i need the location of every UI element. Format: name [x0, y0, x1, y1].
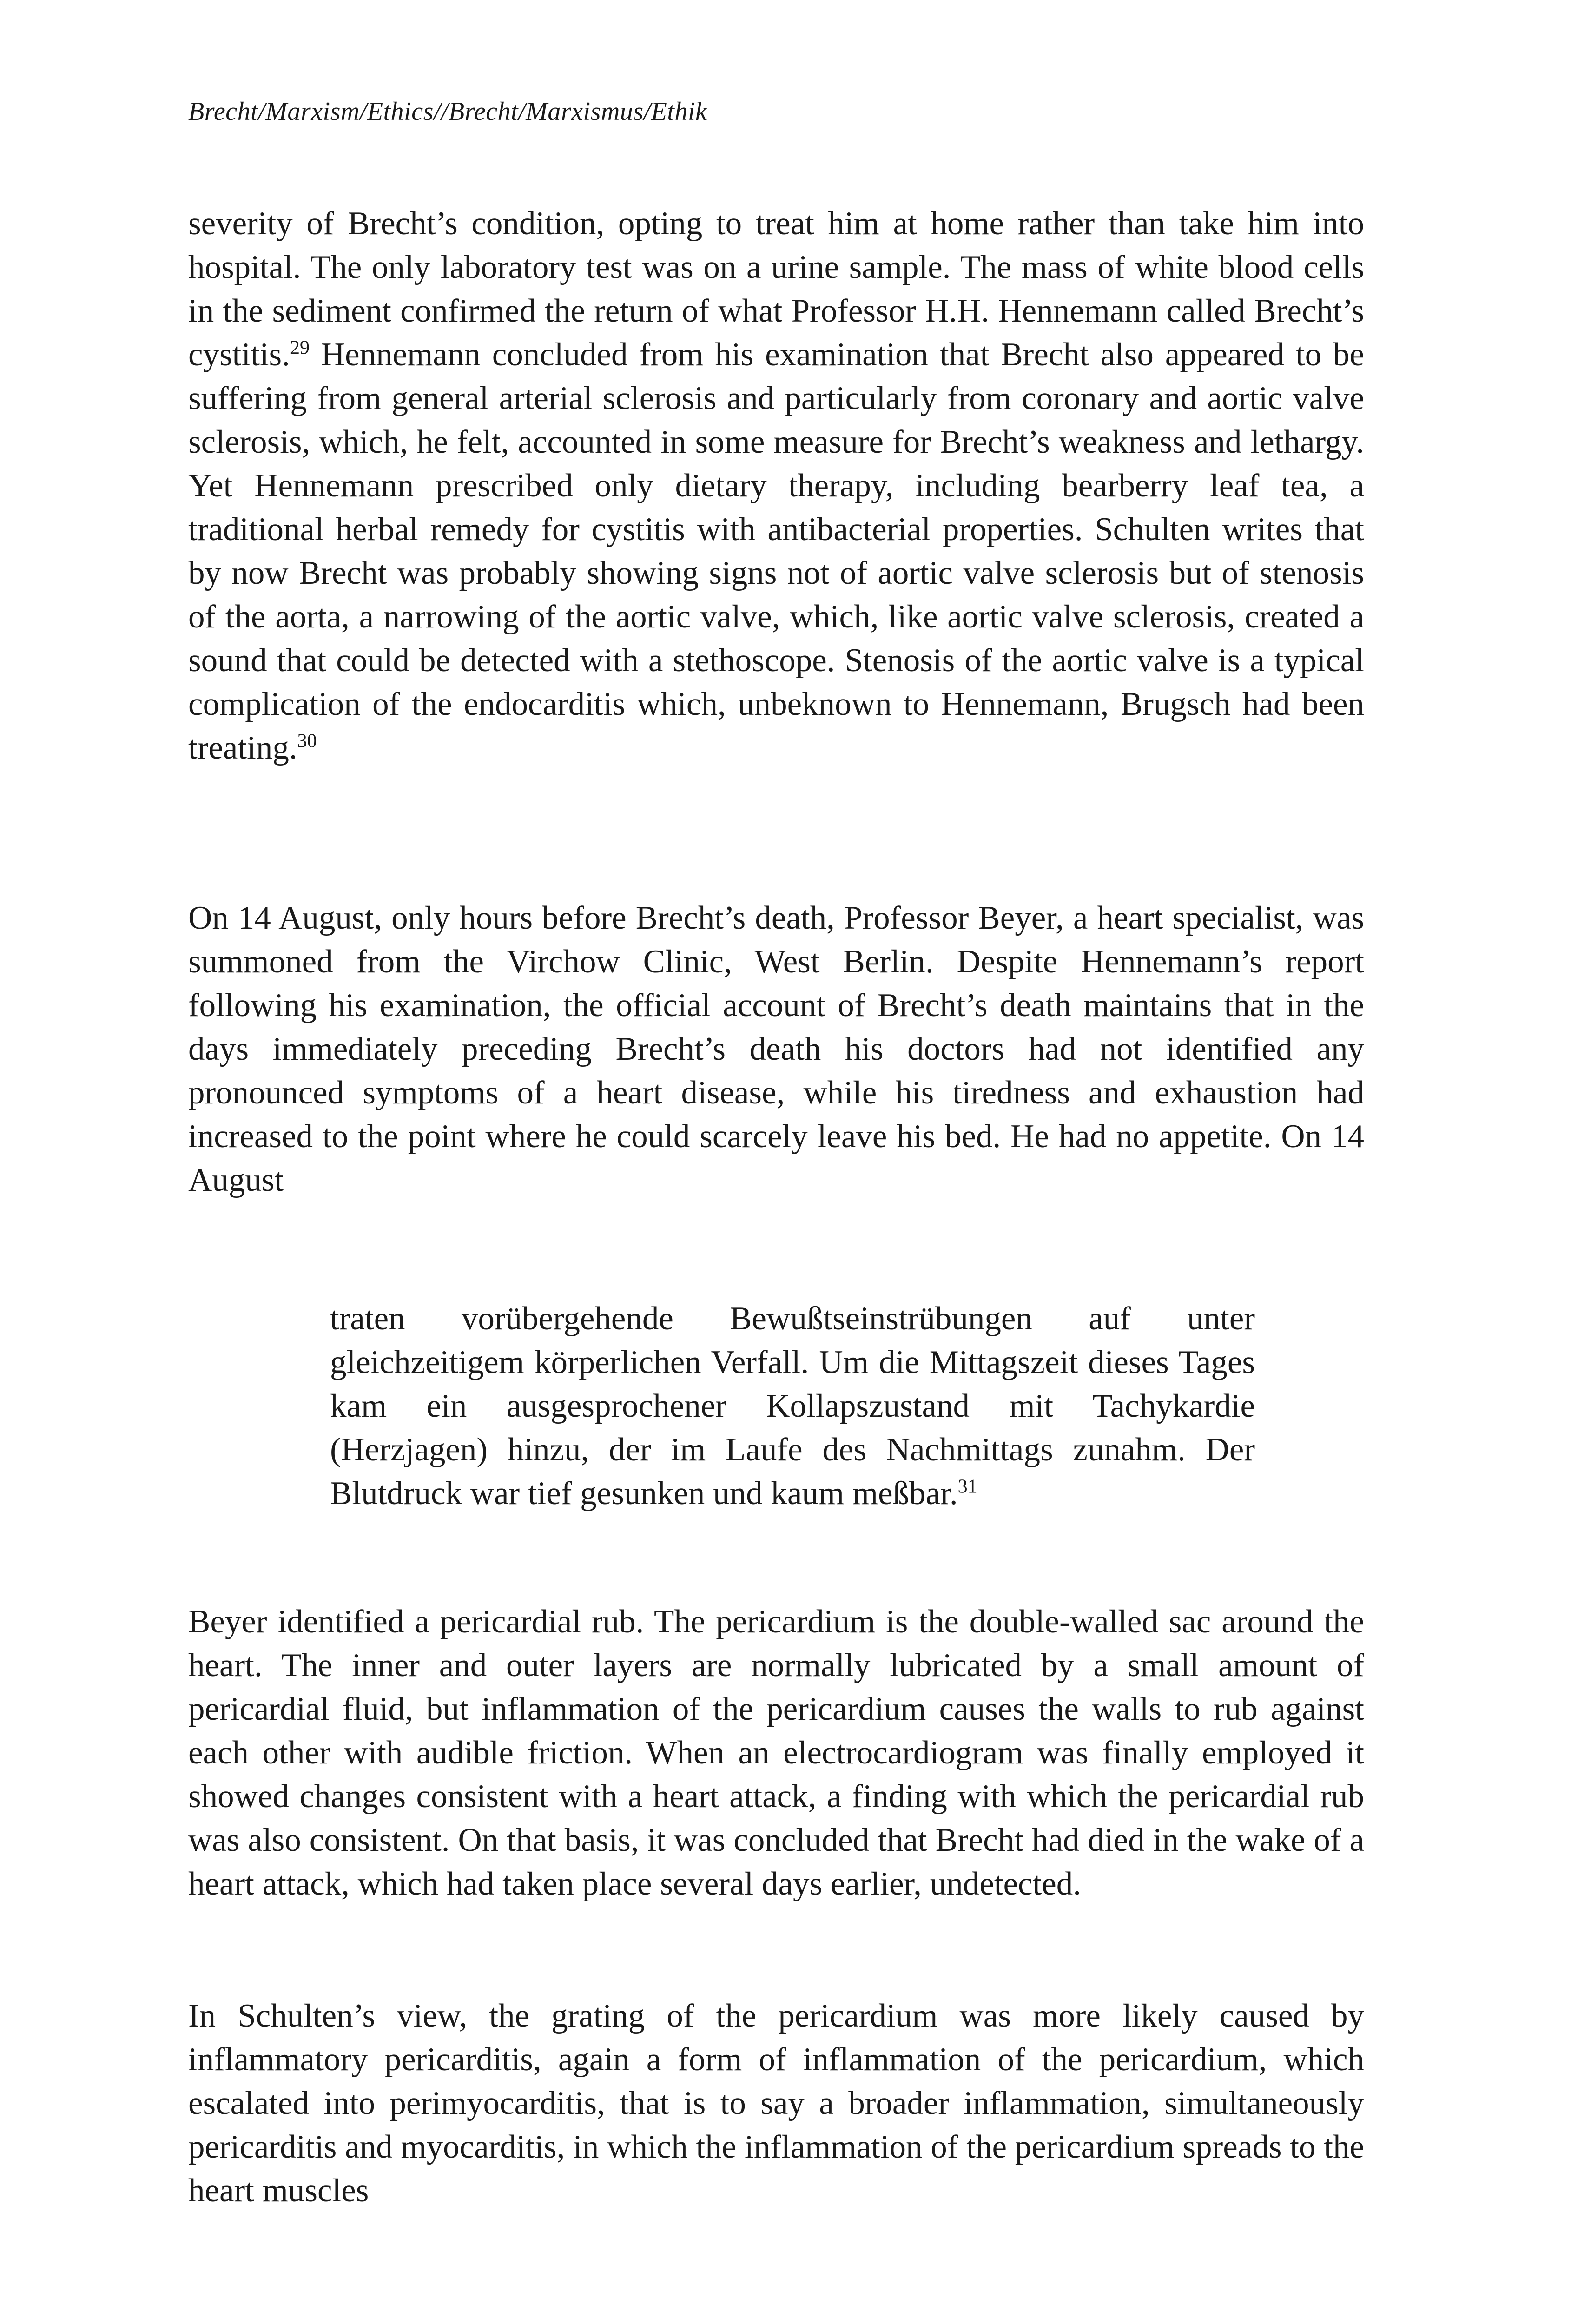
body-paragraph-3: [188, 1600, 1364, 1906]
body-paragraph-4: [188, 1994, 1364, 2212]
body-paragraph-1: [188, 202, 1364, 770]
body-paragraph-2: [188, 896, 1364, 1202]
quote-text: traten vorübergehende Bewußtseinstrübungen auf unter gleichzeitigem körperlichen Verfall. Um die Mittagszeit dieses Tages kam ein ausgesprochener Kollapszustand mit Tachykardie (Herzjagen) hinzu, der im Laufe des Nachmittags zunahm. Der Blutdruck war tief gesunken und kaum meßbar.: [330, 1301, 1255, 1512]
paragraph-text: On 14 August, only hours before Brecht’s death, Professor Beyer, a heart specialist, was summoned from the Virchow Clinic, West Berlin. Despite Hennemann’s report following his examination, the official account of Brecht’s death maintains that in the days immediately preceding Brecht’s death his doctors had not identified any pronounced symptoms of a heart disease, while his tiredness and exhaustion had increased to the point where he could scarcely leave his bed. He had no appetite. On 14 August: [188, 900, 1364, 1198]
paragraph-text: Hennemann concluded from his examination that Brecht also appeared to be suffering from general arterial sclerosis and particularly from coronary and aortic valve sclerosis, which, he felt, accounted in some measure for Brecht’s weakness and lethargy. Yet Hennemann prescribed only dietary therapy, including bearberry leaf tea, a traditional herbal remedy for cystitis with antibacterial properties. Schulten writes that by now Brecht was probably showing signs not of aortic valve sclerosis but of stenosis of the aorta, a narrowing of the aortic valve, which, like aortic valve sclerosis, created a sound that could be detected with a stethoscope. Stenosis of the aortic valve is a typical complication of the endocarditis which, unbeknown to Hennemann, Brugsch had been treating.: [188, 337, 1364, 766]
footnote-ref-29[interactable]: 29: [290, 337, 310, 359]
footnote-ref-31[interactable]: 31: [957, 1476, 977, 1498]
block-quote: [330, 1297, 1255, 1515]
paragraph-text: severity of Brecht’s condition, opting to treat him at home rather than take him into hospital. The only laboratory test was on a urine sample. The mass of white blood cells in the sediment confirmed the return of what Professor H.H. Hennemann called Brecht’s cystitis.: [188, 205, 1364, 373]
running-head: Brecht/Marxism/Ethics//Brecht/Marxismus/Ethik: [188, 97, 707, 126]
paragraph-text: In Schulten’s view, the grating of the pericardium was more likely caused by inflammatory pericarditis, again a form of inflammation of the pericardium, which escalated into perimyocarditis, that is to say a broader inflammation, simultaneously pericarditis and myocarditis, in which the inflammation of the pericardium spreads to the heart muscles: [188, 1998, 1364, 2209]
footnote-ref-30[interactable]: 30: [297, 730, 317, 752]
paragraph-text: Beyer identified a pericardial rub. The pericardium is the double-walled sac around the heart. The inner and outer layers are normally lubricated by a small amount of pericardial fluid, but inflammation of the pericardium causes the walls to rub against each other with audible friction. When an electrocardiogram was finally employed it showed changes consistent with a heart attack, a finding with which the pericardial rub was also consistent. On that basis, it was concluded that Brecht had died in the wake of a heart attack, which had taken place several days earlier, undetected.: [188, 1604, 1364, 1902]
